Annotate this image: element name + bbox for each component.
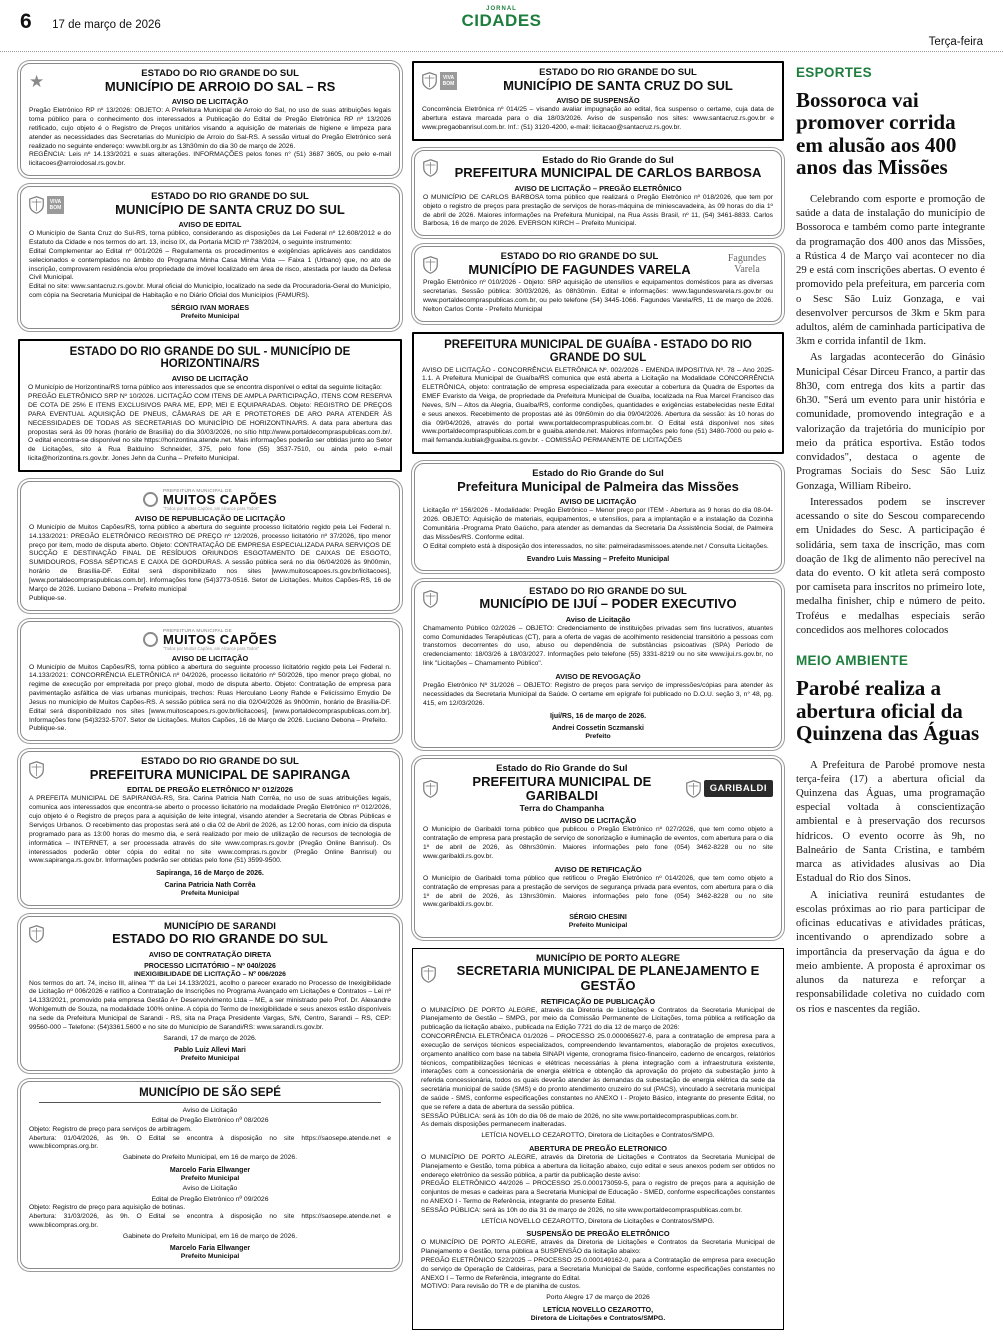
notice-guaiba [412, 332, 784, 454]
notice-body-text: PREGÃO ELETRÔNICO 44/2026 – PROCESSO 25.0.000173059-5, para o registro de preços para a aquisição de conjuntos de mesas e cadeiras para a Secretaria Municipal de Educação - SMED, conforme especificações constantes no ANEXO I - Termo de Referência, integrante do presente Edital. [421, 1180, 775, 1206]
notice-body-text: O Edital completo está à disposição dos interessados, no site: palmeiradasmissoes.atende.net / Consulta Licitações. [423, 542, 769, 550]
notice-title: AVISO DE LICITAÇÃO [171, 97, 249, 107]
notice-title: AVISO DE REPUBLICAÇÃO DE LICITAÇÃO [134, 513, 286, 523]
page-body [0, 52, 1003, 1339]
notice-centered-text: LETÍCIA NOVELLO CEZAROTTO, Diretora de Licitações e Contratos/SMPG. [481, 1132, 715, 1140]
notice-signature: Sapiranga, 16 de Março de 2026. [156, 870, 264, 878]
notice-arroio-do-sal [20, 63, 400, 176]
notice-signature: Marcelo Faria Ellwanger [169, 1245, 251, 1253]
notice-body-text: Objeto: Registro de preço para serviços de arbitragem. [29, 1125, 192, 1133]
notice-header-line: ESTADO DO RIO GRANDE DO SUL [112, 931, 328, 947]
notice-title: AVISO DE LICITAÇÃO [171, 374, 249, 384]
notice-header [423, 469, 773, 494]
notice-header-line: Prefeitura Municipal de Palmeira das Missões [457, 478, 739, 494]
section-kicker: MEIO AMBIENTE [796, 653, 909, 669]
logo-name: MUITOS CAPÕES [162, 631, 278, 647]
logo-top-line: PREFEITURA MUNICIPAL DE [162, 487, 233, 493]
notice-sao-sepe [20, 1081, 400, 1269]
notice-header-line: MUNICÍPIO DE PORTO ALEGRE [535, 952, 681, 964]
notice-body-text: O Município de Garibaldi torna público que retificou o Pregão Eletrônico nº 014/2026, que tem como objeto a contratação de empresas para a prestação de serviços de segurança privada para eventos, com abertura para o dia 1º de abril de 2026, às 13hrs30min. Maiores informações pelo fone (054) 3462-8228 ou no site www.garibaldi.rs.gov.br. [423, 874, 773, 909]
logo-top-line: PREFEITURA MUNICIPAL DE [162, 627, 233, 633]
notice-body-text: Chamamento Público 02/2026 – OBJETO: Credenciamento de instituições privadas sem fins lucrativos, atuantes como Comunidades Terapêuticas (CT), para a oferta de vagas de acolhimento residencial transitório a pessoas com transtornos decorrentes do uso, abuso ou dependência de substâncias psicoativas (SPA) Período de credenciamento: 18/03/26 à 18/03/2027. Informações pelo telefone (55) 3331-8219 ou no site www.ijui.rs.gov.br, no link "Licitações – Chamamento Público". [423, 624, 773, 668]
notice-title: EDITAL DE PREGÃO ELETRÔNICO Nº 012/2026 [127, 785, 293, 795]
muitos-capoes-logo [29, 628, 391, 651]
notice-header-lines [29, 1087, 391, 1100]
notice-centered-text: Aviso de Licitação [182, 1106, 238, 1114]
notice-header-lines [443, 764, 681, 813]
notice-header-line: PREFEITURA MUNICIPAL DE CARLOS BARBOSA [454, 165, 762, 181]
notice-porto-alegre [412, 948, 784, 1331]
notice-header-line: MUNICÍPIO DE FAGUNDES VARELA [468, 261, 691, 277]
notice-title: AVISO DE LICITAÇÃO [559, 816, 637, 826]
notice-header [29, 69, 391, 94]
notice-body-text: Objeto: Registro de preço para aquisição de botinas. [29, 1204, 186, 1212]
municipal-crest-icon [29, 761, 44, 779]
notice-header-line: ESTADO DO RIO GRANDE DO SUL [141, 68, 299, 79]
notice-body-text: O Município de Garibaldi torna público que publicou o Pregão Eletrônico nº 027/2026, que tem como objeto a contratação de empresa para prestação de serviço de sonorização e iluminação de eventos, com abertura para o dia 1º de abril de 2026, às 08hrs30min. Maiores informações pelo fone (054) 3462-8228 ou no site www.garibaldi.rs.gov.br. [423, 826, 773, 860]
notice-signature: PROCESSO LICITATÓRIO – Nº 040/2026 [144, 963, 276, 971]
notice-centered-text: Aviso de Licitação [182, 1185, 238, 1193]
notice-title: RETIFICAÇÃO DE PUBLICAÇÃO [540, 996, 656, 1006]
notice-signature: Ijuí/RS, 16 de março de 2026. [549, 712, 647, 720]
notice-header-line: Estado do Rio Grande do Sul [496, 763, 628, 775]
muitos-capoes-crest-icon [143, 632, 158, 647]
notice-title: Aviso de Licitação [565, 614, 631, 624]
notice-body-text: PREGÃO ELETRÔNICO SRP Nº 10/2026. LICITAÇÃO COM ITENS DE AMPLA PARTICIPAÇÃO, ITENS COM RESERVA DE COTA DE 25% E ITENS EXCLUSIVOS PARA ME, EPP, MEI E EQUIPARADAS. Objeto: REGISTRO DE PREÇOS PARA EVENTUAL AQUISIÇÃO DE PNEUS, CÂMARAS DE AR E PROTETORES DE ARO PARA ATENDER ÀS NECESSIDADES DE TODAS AS SECRETARIAS DO MUNICÍPIO DE HORIZONTINA/RS. A data para abertura das propostas será às 09 horas (horário de Brasília) do dia 30/03/2026, no sítio http://www.portaldecompraspublicas.com.br/. O edital encontra-se disponível no site https://horizontina.atende.net. Mais informações poderão ser obtidas junto ao Setor de Licitações, sito à Rua Balduíno Schneider, 375, pelo fone (55) 3537-7510, ou ainda pelo e-mail licita@horizontina.rs.gov.br. Jones Jehn da Cunha – Prefeito Municipal. [28, 393, 392, 463]
page-date: 17 de março de 2026 [52, 19, 161, 31]
notice-signature-role: Prefeito Municipal [180, 1253, 240, 1261]
notice-title: AVISO DE REVOGAÇÃO [555, 672, 641, 682]
notice-body-text: PREGÃO ELETRÔNICO 522/2025 – PROCESSO 25.0.000149162-0, para a Contratação de empresa para execução do serviço de Operação de Caldeiras, para a Secretaria Municipal de Saúde, conforme especificações constantes no ANEXO I – Termo de Referência, integrante do Edital. [421, 1256, 775, 1282]
notice-signature-role: Prefeito Municipal [180, 1055, 240, 1063]
notice-header [423, 587, 773, 612]
municipal-crest-icon [423, 159, 438, 177]
notice-body-text: REGÊNCIA: Leis nº 14.133/2021 e suas alterações. INFORMAÇÕES pelos fones n° (51) 3687 3605, ou pelo e-mail licitacoes@arroiodosal.rs.gov.br. [29, 151, 391, 168]
notice-body-text: O Município de Muitos Capões/RS, torna público a abertura do seguinte processo licitatório regido pela Lei Federal n. 14.133/2021: CONCORRÊNCIA ELETRÔNICA nº 04/2026, processo licitatório nº 50/2026, tipo menor preço global, no regime de execução por empreitada por preço global, modo de disputa aberto. Objeto: Contratação de empresa para pavimentação asfáltica de vias urbanas municipais, trechos: Ruas Herculano Leony Rahde e Felicíssimo Emydio De Jesus no município de Muitos Capões-RS. A sessão pública será no dia 02/04/2026 às 9h00min, horário de Brasília-DF. Edital será disponibilizado nos sites [www.muitoscapoes.rs.gov.br/licitacoes], [www.portaldecompraspublicas.com.br]. Informações fone (54)3232-5707. Setor de Licitações. Muitos Capões, 16 de Março de 2026. Luciano Debona – Prefeito. [29, 663, 391, 724]
notice-centered-text: Porto Alegre 17 de março de 2026 [546, 1294, 650, 1302]
notice-body-text: SESSÃO PÚBLICA: será às 10h do dia 06 de maio de 2026, no site www.portaldecompraspublicas.com.br. [421, 1112, 739, 1120]
logo-slogan: "Todos por Muitos Capões, até Alcance para Todos" [162, 645, 260, 651]
notice-ijui [414, 581, 782, 749]
notice-santa-cruz-edital [20, 186, 400, 329]
notice-title: AVISO DE LICITAÇÃO – PREGÃO ELETRÔNICO [514, 183, 682, 193]
notice-header [422, 339, 774, 365]
news-section-meio-ambiente [796, 653, 985, 1016]
notice-body-text: O MUNICÍPIO DE PORTO ALEGRE, através da Diretoria de Licitações e Contratos da Secretaria Municipal de Planejamento e Gestão, torna pública a SUSPENSÃO da licitação abaixo: [421, 1239, 775, 1256]
logo-slogan: "Todos por Muitos Capões, até Alcance para Todos" [162, 505, 260, 511]
weekday-label: Terça-feira [928, 36, 983, 48]
notice-fagundes-varela [414, 246, 782, 322]
notice-header [423, 156, 773, 181]
notice-title: AVISO DE LICITAÇÃO [559, 497, 637, 507]
garibaldi-wordmark: GARIBALDI [704, 780, 773, 797]
notice-header-line: ESTADO DO RIO GRANDE DO SUL [151, 191, 309, 203]
notice-title: AVISO DE LICITAÇÃO [171, 653, 249, 663]
notice-signature-role: Diretora de Licitações e Contratos/SMPG. [530, 1314, 666, 1322]
municipal-crest-icon [421, 965, 436, 983]
notice-header-line: MUNICÍPIO DE SÃO SEPÉ [139, 1086, 281, 1099]
notice-signature-role: INEXIGIBILIDADE DE LICITAÇÃO – Nº 006/2026 [134, 971, 286, 979]
notice-centered-text: Edital de Pregão Eletrônico nº 08/2026 [151, 1117, 269, 1125]
notice-header [29, 922, 391, 947]
notice-header-lines [443, 252, 716, 277]
notice-header-line: PREFEITURA MUNICIPAL DE SAPIRANGA [89, 766, 351, 782]
notice-body-text: O MUNICÍPIO DE PORTO ALEGRE, através da Diretoria de Licitações e Contratos da Secretaria Municipal de Planejamento e Gestão, torna pública a abertura da licitação abaixo, cujo edital e seus anexos podem ser obtidos no endereço eletrônico da sessão pública, a partir da publicação deste aviso: [421, 1153, 775, 1179]
notice-header-line: MUNICÍPIO DE SARANDI [164, 920, 276, 932]
notice-header [423, 252, 773, 277]
notice-header-line: Terra do Champanha [519, 802, 605, 813]
notice-signature: Marcelo Faria Ellwanger [169, 1166, 251, 1174]
article-paragraph: Celebrando com esporte e promoção de saúde a data de instalação do município de Bossoroca e também como parte integrante da programação dos 400 anos das Missões, a Rústica 4 de Março vai acontecer no dia 29 e está com inscrições abertas. O evento é promovido pela prefeitura, em parceria com o Sesc São Luiz Gonzaga, e vai desenvolver percursos de 3km e 5km para adultos, além de caminhada participativa de 3km e corrida infantil de 1km. [796, 192, 985, 348]
notice-header [422, 68, 774, 93]
notice-body-text: MOTIVO: Para revisão do TR e de planilha de custos. [421, 1283, 581, 1291]
page-header [0, 0, 1003, 52]
notice-body-text: Nos termos do art. 74, inciso III, alínea "f" da Lei 14.133/2021, acolho o parecer exarado no Processo de Inexigibilidade de Licitação nº 006/2026 e ratifico a Contratação de Inscrições no Programa Avançado em Licitações e Contratos – Lei nº 14.133/2021, promovido pela empresa Gestão A+ Desenvolvimento Ltda – ME, a ser ministrado pelo Prof. Dr. Alexandre Wohlgemuth de Souza, na modalidade 100% online. A cópia do Termo de Inexigibilidade e seus anexos estão disponíveis na sede da Prefeitura Municipal de Sarandi - RS, sita na Praça Presidente Vargas, S/N, Centro, Sarandi – RS, CEP: 99560-000 – Telefone: (54)3361.5600 e no site do Município de Sarandi/RS: www.sarandi.rs.gov.br. [29, 979, 391, 1031]
notices-column-middle [412, 59, 784, 1339]
municipal-crest-icon [423, 590, 438, 608]
notice-title: ABERTURA DE PREGÃO ELETRONICO [528, 1143, 668, 1153]
notice-body-text: Pregão Eletrônico RP nº 13/2026: OBJETO: A Prefeitura Municipal de Arroio do Sal, no uso de suas atribuições legais torna público para o conhecimento dos interessados a Publicação do Edital de Pregão Eletrônica RP nº 13/2026 retificado, cujo objeto é o Registro de Preços unitários visando a aquisição de materiais de higiene e limpeza para atender as necessidades das Secretarias do Município de Arroio do Sal-RS. A sessão virtual do Pregão Eletrônico será realizado no seguinte endereço: www.bll.org.br as 13h30min do dia 30 de março de 2026. [29, 107, 391, 150]
article-paragraph: A iniciativa reunirá estudantes de escolas próximas ao rio para participar de oficinas educativas e atividades práticas, incentivando o aprendizado sobre a importância da preservação da água e do meio ambiente. A proposta é aproximar os alunos da natureza e reforçar a responsabilidade coletiva no cuidado com os rios e nascentes da região. [796, 888, 985, 1015]
notice-header-line: MUNICÍPIO DE SANTA CRUZ DO SUL [503, 77, 733, 93]
notice-body-text: Pregão Eletrônico Nº 31/2026 – OBJETO: Registro de preços para serviço de impressões/cópias para atender às necessidades da Secretaria Municipal da Saúde. O certame em epígrafe foi publicado no D.O.U. seção 3, n° 48, pg. 415, em 12/03/2026. [423, 682, 773, 707]
notice-carlos-barbosa [414, 150, 782, 237]
notice-centered-text: Gabinete do Prefeito Municipal, em 16 de março de 2026. [122, 1154, 298, 1162]
municipal-crest-icon [423, 256, 438, 274]
notice-signature-role: Prefeito Municipal [568, 922, 628, 930]
notice-centered-text: Gabinete do Prefeito Municipal, em 16 de março de 2026. [122, 1232, 298, 1240]
notice-title: AVISO DE RETIFICAÇÃO [554, 864, 642, 874]
garibaldi-logo [686, 780, 773, 798]
municipal-crest-icon [423, 780, 438, 798]
notice-body-text: Abertura: 01/04/2026, às 9h. O Edital se encontra à disposição no site https://saosepe.atende.net e www.blicompras.org.br. [29, 1134, 391, 1151]
notice-body-text: O Município de Horizontina/RS torna público aos interessados que se encontra disponível o edital da seguinte licitação: [28, 384, 382, 392]
notice-body-text: Pregão Eletrônico nº 010/2026 - Objeto: SRP aquisição de utensílios e equipamentos domésticos para as diversas secretarias. Sessão pública: 30/03/2026, às 08h30min. Edital e informações: www.fagundesvarela.rs.gov.br ou www.portaldecompraspublicas.com.br, ou pelo telefone (54) 3445-1066. Fagundes Varela/RS, 11 de março de 2026. Nelton Carlos Conte - Prefeito Municipal [423, 279, 773, 313]
municipal-crest-icon [29, 925, 44, 943]
muitos-capoes-wordmark [163, 628, 277, 651]
notice-body-text: SESSÃO PÚBLICA: será às 10h do dia 31 de março de 2026, no site www.portaldecompraspublicas.com.br. [421, 1206, 743, 1214]
notice-signature-role: Prefeito Municipal [180, 1174, 240, 1182]
notice-centered-text: LETÍCIA NOVELLO CEZAROTTO, Diretora de Licitações e Contratos/SMPG. [481, 1217, 715, 1225]
article-paragraph: A Prefeitura de Parobé promove nesta terça-feira (17) a abertura oficial da Quinzena das Águas, uma programação especial voltada à conscientização ambiental e à preservação dos recursos hídricos. O evento ocorre às 9h, no Balneário de Santa Cristina, e também marca as atividades alusivas ao Dia Estadual do Rio dos Sinos. [796, 758, 985, 885]
notice-body-text: A PREFEITA MUNICIPAL DE SAPIRANGA-RS, Sra. Carina Patricia Nath Corrêa, no uso de suas atribuições legais, comunica aos interessados que encontra-se aberto o processo licitatório na modalidade Pregão Eletrônico nº 012/2026, cujo objeto é o Registro de preços para a aquisição de leite integral, visando atender a Secretaria de Obras Públicas e Serviços Urbanos. O recebimento das propostas será até o dia 02 de Abril de 2026, as 12:00 horas, com início da disputa programado para as 13:00 horas do mesmo dia, e será realizado por meio de utilização de recursos de tecnologia de informática – INTERNET, a ser processada através do site www.compras.rs.gov.br (Pregão Online Banrisul). Os interessados poderão obter cópia do edital no site www.compras.rs.gov.br (Pregão Online Banrisul) ou www.sapiranga.rs.gov.br. Informações poderão ser obtidas pelo fone (51) 3599-9500. [29, 795, 391, 865]
notice-body-text: Concorrência Eletrônica nº 014/25 – visando avaliar impugnação ao edital, fica suspenso o certame, cuja data de abertura estava marcada para o dia 18/03/2026. Aviso de suspensão nos sites: www.santacruz.rs.gov.br e www.pregaobanrisul.com.br. Inf.: (51) 3120-4200, e-mail: licitacao@santacruz.rs.gov.br. [422, 106, 774, 131]
notice-horizontina [18, 339, 402, 472]
notice-header-line: Estado do Rio Grande do Sul [532, 468, 664, 480]
notice-body-text: Licitação nº 156/2026 - Modalidade: Pregão Eletrônico – Menor preço por ITEM - Abertura as 9 horas do dia 08-04-2026. OBJETO: Aquisição de materiais, equipamentos, e utensílios, para a implantação e a instalação da Cozinha Comunitária -Programa Prato Gaúcho, para atender as demandas da Secretaria Da Assistência Social, de Palmeira das Missões/RS. Conforme edital. [423, 507, 773, 541]
notice-header-line: ESTADO DO RIO GRANDE DO SUL [141, 756, 299, 768]
notice-header [423, 764, 773, 813]
muitos-capoes-logo [29, 488, 391, 511]
notice-signature-role: Prefeito Municipal [180, 313, 240, 321]
notice-title: AVISO DE CONTRATAÇÃO DIRETA [148, 950, 272, 960]
notice-header-line: PREFEITURA MUNICIPAL DE GARIBALDI [472, 773, 652, 804]
notice-header-line: MUNICÍPIO DE SANTA CRUZ DO SUL [115, 201, 345, 217]
notice-body-text: Publique-se. [29, 725, 67, 733]
notice-header [29, 757, 391, 782]
municipal-crest-icon [29, 196, 64, 214]
masthead [461, 6, 541, 29]
news-column [794, 59, 985, 1339]
notice-header [421, 954, 775, 994]
notice-body-text: Edital no site: www.santacruz.rs.gov.br. Mural oficial do Município, localizado na sede da Procuradoria-Geral do Município, com cópia na Secretaria Municipal de Habitação e no Diário Oficial dos Municípios (FAMURS). [29, 283, 391, 300]
notice-header-line: ESTADO DO RIO GRANDE DO SUL - MUNICÍPIO DE HORIZONTINA/RS [69, 345, 351, 371]
notice-signature: SÉRGIO IVAN MORAES [170, 305, 250, 312]
notice-signature-role: Prefeita Municipal [180, 890, 240, 898]
notice-header-lines [422, 339, 774, 365]
notice-header-line: MUNICÍPIO DE IJUÍ – PODER EXECUTIVO [479, 596, 737, 612]
muitos-capoes-wordmark [163, 488, 277, 511]
notice-body-text: CONCORRÊNCIA ELETRÔNICA 01/2026 – PROCESSO 25.0.000065627-6, para a contratação de empresa para a execução de serviços técnicos especializados, compreendendo levantamentos, elaboração de projetos executivos, orçamento analítico com base na tabela SINAPI vigente, cronograma físico-financeiro, caderno de encargos, relatórios técnicos, compatibilizações técnicas e elétricas necessárias à plena integração com a infraestrutura existente, interações com a concessionária de energia elétrica e obtenção da aprovação do projeto da subestação junto à referida concessionária, todos os quais deverão atender às demandas da subestação de energia elétrica da sede da secretária municipal de saúde (SMS) e do pronto atendimento cruzeiro do sul (PACS), vinculado à secretaria municipal de saúde - SMS, conforme especificações constantes no ANEXO I - Projeto Básico, integrante do presente Edital, no que se refere a data de abertura da sessão pública. [421, 1033, 775, 1111]
viva-bom-badge: VIVA BOM [47, 196, 64, 214]
page-number: 6 [20, 10, 32, 33]
notice-body-text: Edital Complementar ao Edital nº 001/2026 – Regulamenta os procedimentos e exigências aplicáveis aos candidatos selecionados e contemplados no âmbito do Programa Minha Casa Minha Vida — Faixa 1 (Urbano) que, no ato de inscrição, comprovarem residência e/ou propriedade de imóvel localizado em área de risco, atestada por laudo da Defesa Civil Municipal. [29, 247, 391, 282]
notice-header [29, 1087, 391, 1100]
notice-body-text: O MUNICÍPIO DE PORTO ALEGRE, através da Diretoria de Licitações e Contratos da Secretaria Municipal de Planejamento de Gestão – SMPG, por meio da Comissão Permanente de Licitações, torna pública a retificação da publicação da licitação abaixo., publicada na Edição 7721 do dia 12 de março de 2026: [421, 1006, 775, 1032]
star-icon [29, 73, 44, 90]
masthead-title: CIDADES [461, 11, 542, 30]
notice-header [28, 346, 392, 372]
notice-body-text: AVISO DE LICITAÇÃO - CONCORRÊNCIA ELETRÔNICA Nº. 002/2026 - EMENDA IMPOSITIVA Nº. 78 – Ano 2025- 1.1. A Prefeitura Municipal de Guaíba/RS comunica que está aberta a Licitação na Modalidade CONCORRÊNCIA ELETRÔNICA, objeto: contratação de empresa especializada para executar a cobertura da Quadra de Esportes da EMEF Evaristo da Veiga, de propriedade da Prefeitura Municipal de Guaíba, localizada na Rua Marcel Francisco das Neves, S/N – Altos da Alegria, Guaíba/RS, conforme condições, quantidades e exigências estabelecidas neste Edital e seus anexos. Recebimento de propostas até às 09h50min do dia 09/04/2026. Abertura da sessão: às 10 horas do dia 09/04/2026, através do portal www.portaldecompraspublicas.com.br. O Edital está disponível nos sites www.portaldecompraspublicas.com.br e guaiba.atende.net. Maiores informações pelo fone (51) 3480-7000 ou pelo e-mail fernanda.kubiak@guaiba.rs.gov.br. - COMISSÃO PERMANENTE DE LICITAÇÕES [422, 366, 774, 445]
notice-signature: Pablo Luiz Allevi Mari [174, 1047, 246, 1055]
notice-header-lines [49, 69, 391, 94]
notice-body-text: O Município de Muitos Capões/RS, torna público a abertura do seguinte processo licitatório regido pela Lei Federal n. 14.133/2021: PREGÃO ELETRÔNICO REGISTRO DE PREÇO nº 12/2026, processo licitatório nº 37/2026, tipo menor preço por item, modo de disputa aberto. Objeto: CONTRATAÇÃO DE EMPRESA ESPECIALIZADA PARA SERVIÇOS DE SUCÇÃO E DESTINAÇÃO FINAL DE RESÍDUOS ORIUNDOS ESGOTAMENTO DE CAIXAS DE ESGOTO, SUMIDOUROS, FOSSA SÉPTICAS E CAIXA DE GORDURAS. A sessão pública será no dia 06/04/2026 às 9h00min, horário de Brasília-DF. Edital será disponibilizado nos sites [www.muitoscapoes.rs.gov.br/licitacoes], [www.portaldecompraspublicas.com.br]. Informações fone (54)3773-0516. Setor de Licitações. Muitos Capões-RS, 16 de Março de 2026. Luciano Debona – Prefeito municipal [29, 523, 391, 593]
notice-header-line: SECRETARIA MUNICIPAL DE PLANEJAMENTO E GESTÃO [456, 963, 760, 993]
notice-header-lines [443, 587, 773, 612]
header-rule [39, 1102, 381, 1103]
notice-header-lines [28, 346, 392, 372]
notice-muitos-capoes-licitacao [20, 621, 400, 742]
muitos-capoes-crest-icon [143, 492, 158, 507]
notice-header-lines [49, 922, 391, 947]
notice-header-lines [69, 192, 391, 217]
notice-signature: Andrei Cossetin Sczmanski [552, 724, 644, 732]
municipal-crest-icon [422, 72, 457, 90]
section-kicker: ESPORTES [796, 65, 872, 80]
notice-signature: LETÍCIA NOVELLO CEZAROTTO, [542, 1306, 654, 1314]
article-paragraph: Interessados podem se inscrever acessando o site do Sescou comparecendo em Unidades do Sesc. A participação é solidária, sem taxa de inscrição, mas com doação de 1kg de alimento não perecível na data do evento. O kit atleta será composto por camiseta para inscritos no primeiro lote, medalha finisher, chip e número de peito. Troféus e medalhas especiais serão concedidos aos melhores colocados [796, 495, 985, 636]
news-section-esportes [796, 65, 985, 637]
notice-body-text: O MUNICÍPIO DE CARLOS BARBOSA torna público que realizará o Pregão Eletrônico nº 018/2026, que tem por objeto o registro de preços para prestação de serviços de horas-máquina de miniescavadeira, às 09 horas do dia 1º de abril de 2026. Maiores informações na Prefeitura Municipal, na Rua Assis Brasil, nº 11, (54) 3461-8833. Carlos Barbosa, 16 de março de 2026. EVERSON KIRCH – Prefeito Municipal. [423, 193, 773, 228]
notice-title: SUSPENSÃO DE PREGÃO ELETRÔNICO [526, 1229, 670, 1239]
masthead-kicker: JORNAL [486, 6, 517, 12]
notice-header-line: ESTADO DO RIO GRANDE DO SUL [500, 251, 659, 263]
notice-signature: Carina Patricia Nath Corrêa [164, 882, 256, 890]
viva-bom-badge: VIVA BOM [440, 72, 457, 90]
notice-signature: Evandro Luis Massing – Prefeito Municipal [526, 555, 670, 563]
fagundes-varela-logo: Fagundes Varela [727, 253, 767, 275]
notice-header-lines [441, 954, 775, 994]
notice-centered-text: Sarandi, 17 de março de 2026. [163, 1034, 257, 1042]
notice-title: AVISO DE EDITAL [178, 220, 242, 230]
notice-body-text: O Município de Santa Cruz do Sul-RS, torna público, considerando as disposições da Lei Federal nº 12.608/2012 e do Estatuto da Cidade e nos termos do art. 13, inciso IX, da Portaria MCID nº 738/2024, o seguinte instrumento: [29, 230, 391, 247]
notice-santa-cruz-suspensao [412, 61, 784, 141]
article-headline: Bossoroca vai promover corrida em alusão aos 400 anos das Missões [796, 88, 957, 180]
notice-header-line: MUNICÍPIO DE ARROIO DO SAL – RS [104, 78, 336, 94]
notice-body-text: Publique-se. [29, 594, 67, 602]
notice-signature: SÉRGIO CHESINI [569, 914, 627, 922]
notice-title: AVISO DE SUSPENSÃO [556, 96, 640, 106]
notice-header-lines [462, 68, 774, 93]
notice-sapiranga [20, 751, 400, 906]
notice-header [29, 192, 391, 217]
star-glyph: ★ [29, 72, 45, 92]
notice-header-line: ESTADO DO RIO GRANDE DO SUL [539, 67, 697, 78]
logo-name: MUITOS CAPÕES [162, 491, 278, 507]
notice-body-text: As demais disposições permanecem inalteradas. [421, 1121, 567, 1129]
notice-sarandi [20, 916, 400, 1071]
notice-header-lines [443, 156, 773, 181]
notice-header-line: ESTADO DO RIO GRANDE DO SUL [529, 585, 687, 597]
notice-signature-role: Prefeito [585, 732, 611, 740]
notice-centered-text: Edital de Pregão Eletrônico nº 09/2026 [151, 1195, 269, 1203]
notice-header-line: Estado do Rio Grande do Sul [542, 154, 674, 166]
notice-header-lines [423, 469, 773, 494]
notice-body-text: Abertura: 31/03/2026, às 9h. O Edital se encontra à disposição no site https://saosepe.atende.net e www.blicompras.org.br. [29, 1213, 391, 1230]
article-headline: Parobé realiza a abertura oficial da Quinzena das Águas [796, 676, 980, 746]
notices-column-left [18, 59, 402, 1339]
article-paragraph: As largadas acontecerão do Ginásio Municipal César Dirceu Franco, a partir das 8h30, com entrega dos kits a partir das 6h30. "Será um evento para unir história e comunidade, promovendo integração e a valorização da trajetória do município por meio da prática esportiva. Estão todos convidados", destaca o agente de Programas Sociais do Sesc São Luiz Gonzaga, William Ribeiro. [796, 351, 985, 492]
notice-palmeira-das-missoes [414, 463, 782, 570]
notice-header-lines [49, 757, 391, 782]
notice-garibaldi [414, 758, 782, 938]
notice-header-line: PREFEITURA MUNICIPAL DE GUAÍBA - ESTADO DO RIO GRANDE DO SUL [444, 338, 752, 364]
notice-muitos-capoes-republicacao [20, 481, 400, 611]
